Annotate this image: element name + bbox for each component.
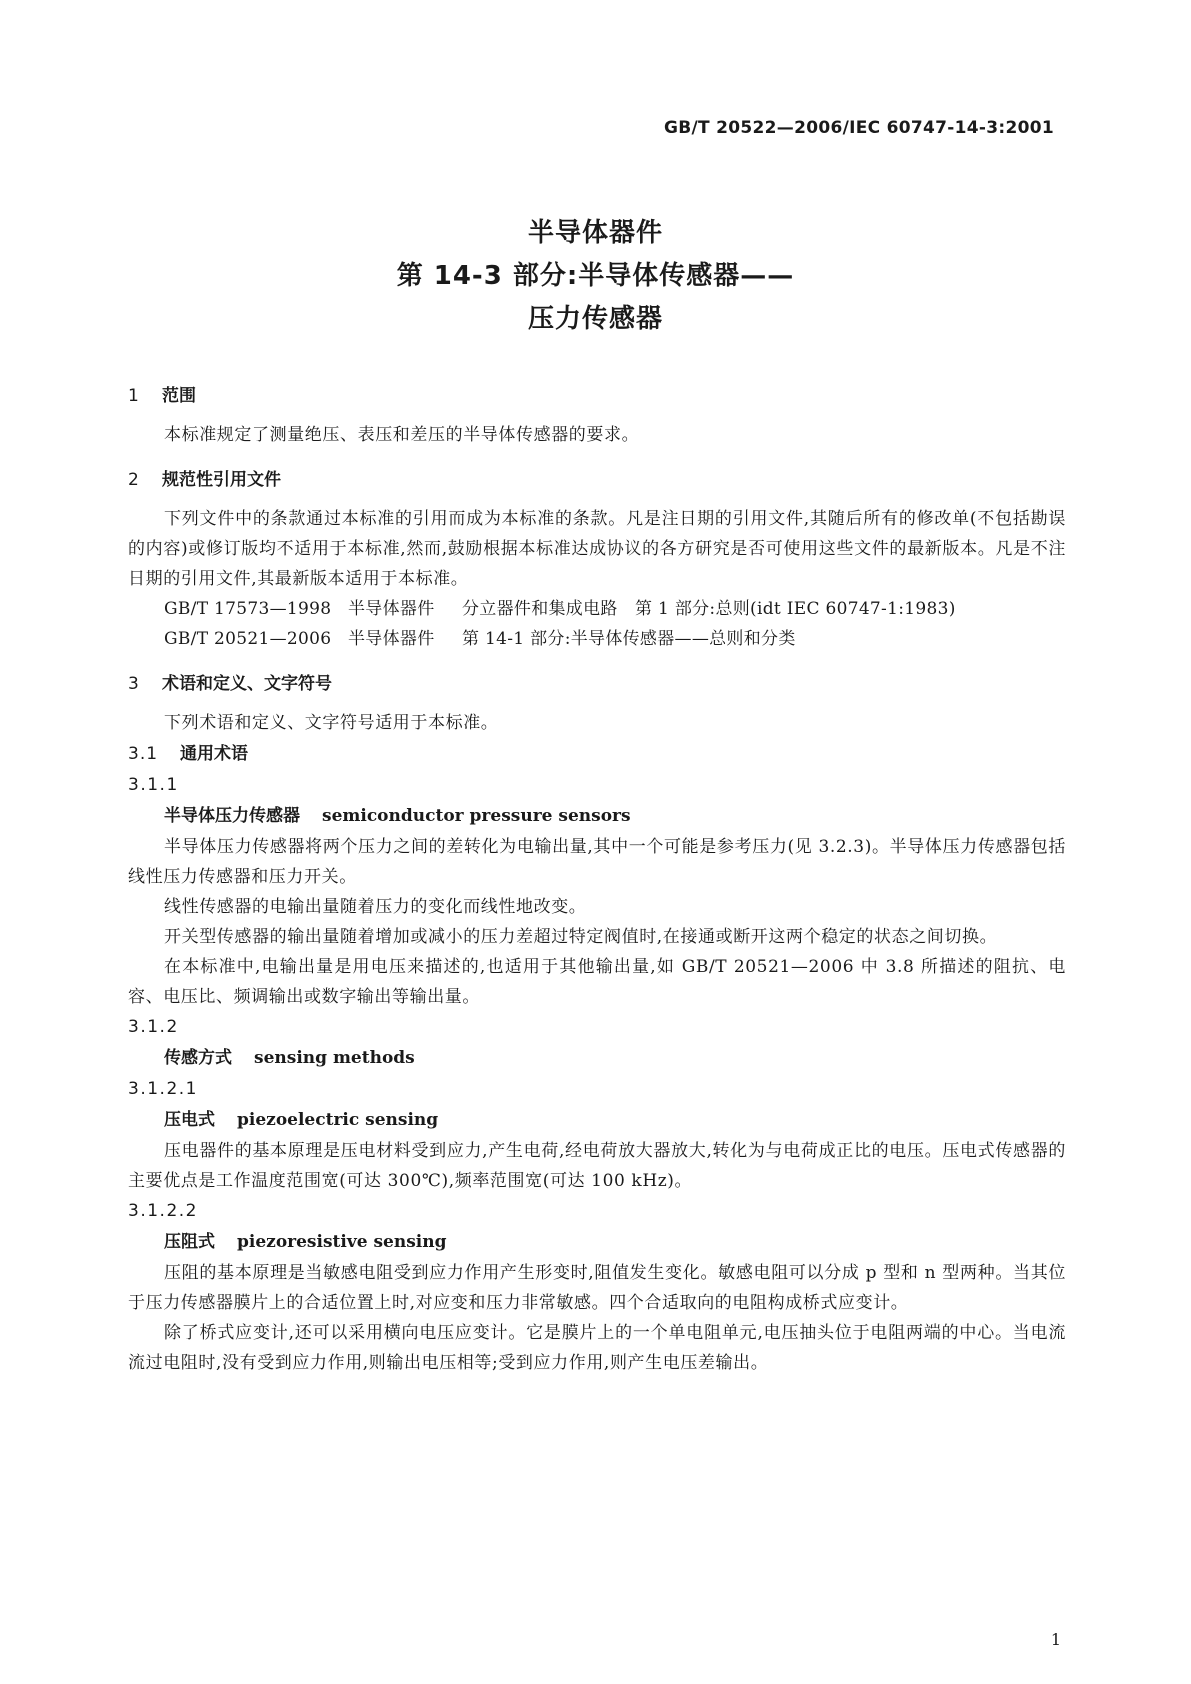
clause-number: 3.1.2 bbox=[128, 1017, 179, 1037]
document-body bbox=[128, 380, 1066, 1378]
clause-number: 3.1.1 bbox=[128, 775, 179, 795]
section-number: 3 bbox=[128, 674, 139, 694]
paragraph: 下列术语和定义、文字符号适用于本标准。 bbox=[164, 713, 499, 733]
section-heading bbox=[128, 464, 1066, 496]
term-heading bbox=[128, 1042, 1066, 1074]
section-number: 2 bbox=[128, 470, 139, 490]
term-heading bbox=[128, 1226, 1066, 1258]
reference-item bbox=[128, 594, 1066, 624]
paragraph: 压阻的基本原理是当敏感电阻受到应力作用产生形变时,阻值发生变化。敏感电阻可以分成 p 型和 n 型两种。当其位于压力传感器膜片上的合适位置上时,对应变和压力非常敏感。四个合适取向的电阻构成桥式应变计。 bbox=[128, 1263, 1066, 1313]
reference-desc: 分立器件和集成电路 第 1 部分:总则(idt IEC 60747-1:1983) bbox=[462, 599, 956, 619]
title-line-1: 半导体器件 bbox=[527, 218, 663, 248]
document-title bbox=[0, 212, 1191, 341]
paragraph: 下列文件中的条款通过本标准的引用而成为本标准的条款。凡是注日期的引用文件,其随后所有的修改单(不包括勘误的内容)或修订版均不适用于本标准,然而,鼓励根据本标准达成协议的各方研究是否可使用这些文件的最新版本。凡是不注日期的引用文件,其最新版本适用于本标准。 bbox=[128, 509, 1066, 589]
title-line-2: 第 14-3 部分:半导体传感器—— bbox=[396, 261, 795, 291]
subsection-number: 3.1 bbox=[128, 744, 159, 764]
reference-name: 半导体器件 bbox=[348, 599, 435, 619]
section-title: 规范性引用文件 bbox=[162, 470, 281, 490]
clause-number: 3.1.2.1 bbox=[128, 1079, 198, 1099]
term-english: semiconductor pressure sensors bbox=[322, 806, 631, 826]
subsection-title: 通用术语 bbox=[180, 744, 248, 764]
paragraph: 本标准规定了测量绝压、表压和差压的半导体传感器的要求。 bbox=[164, 425, 640, 445]
term-heading bbox=[128, 1104, 1066, 1136]
term-english: piezoresistive sensing bbox=[237, 1232, 447, 1252]
paragraph: 压电器件的基本原理是压电材料受到应力,产生电荷,经电荷放大器放大,转化为与电荷成正比的电压。压电式传感器的主要优点是工作温度范围宽(可达 300℃),频率范围宽(可达 100 kHz)。 bbox=[128, 1141, 1066, 1191]
reference-desc: 第 14-1 部分:半导体传感器——总则和分类 bbox=[462, 629, 796, 649]
reference-code: GB/T 20521—2006 bbox=[164, 629, 332, 649]
term-heading bbox=[128, 800, 1066, 832]
term-chinese: 压阻式 bbox=[164, 1232, 215, 1252]
subsection-heading bbox=[128, 738, 1066, 770]
clause-number: 3.1.2.2 bbox=[128, 1201, 198, 1221]
section-heading bbox=[128, 380, 1066, 412]
paragraph: 在本标准中,电输出量是用电压来描述的,也适用于其他输出量,如 GB/T 20521—2006 中 3.8 所描述的阻抗、电容、电压比、频调输出或数字输出等输出量。 bbox=[128, 957, 1066, 1007]
section-title: 范围 bbox=[162, 386, 196, 406]
page-number: 1 bbox=[1050, 1630, 1061, 1649]
paragraph: 线性传感器的电输出量随着压力的变化而线性地改变。 bbox=[164, 897, 587, 917]
reference-name: 半导体器件 bbox=[348, 629, 435, 649]
term-english: piezoelectric sensing bbox=[237, 1110, 439, 1130]
title-line-3: 压力传感器 bbox=[527, 304, 663, 334]
section-heading bbox=[128, 668, 1066, 700]
paragraph: 开关型传感器的输出量随着增加或减小的压力差超过特定阀值时,在接通或断开这两个稳定的状态之间切换。 bbox=[164, 927, 998, 947]
paragraph: 除了桥式应变计,还可以采用横向电压应变计。它是膜片上的一个单电阻单元,电压抽头位于电阻两端的中心。当电流流过电阻时,没有受到应力作用,则输出电压相等;受到应力作用,则产生电压差输出。 bbox=[128, 1323, 1066, 1373]
term-chinese: 压电式 bbox=[164, 1110, 215, 1130]
section-number: 1 bbox=[128, 386, 139, 406]
paragraph: 半导体压力传感器将两个压力之间的差转化为电输出量,其中一个可能是参考压力(见 3.2.3)。半导体压力传感器包括线性压力传感器和压力开关。 bbox=[128, 837, 1066, 887]
section-title: 术语和定义、文字符号 bbox=[162, 674, 332, 694]
term-chinese: 传感方式 bbox=[164, 1048, 232, 1068]
term-english: sensing methods bbox=[254, 1048, 415, 1068]
reference-item bbox=[128, 624, 1066, 654]
reference-code: GB/T 17573—1998 bbox=[164, 599, 332, 619]
term-chinese: 半导体压力传感器 bbox=[164, 806, 300, 826]
standard-number: GB/T 20522—2006/IEC 60747-14-3:2001 bbox=[664, 118, 1054, 138]
